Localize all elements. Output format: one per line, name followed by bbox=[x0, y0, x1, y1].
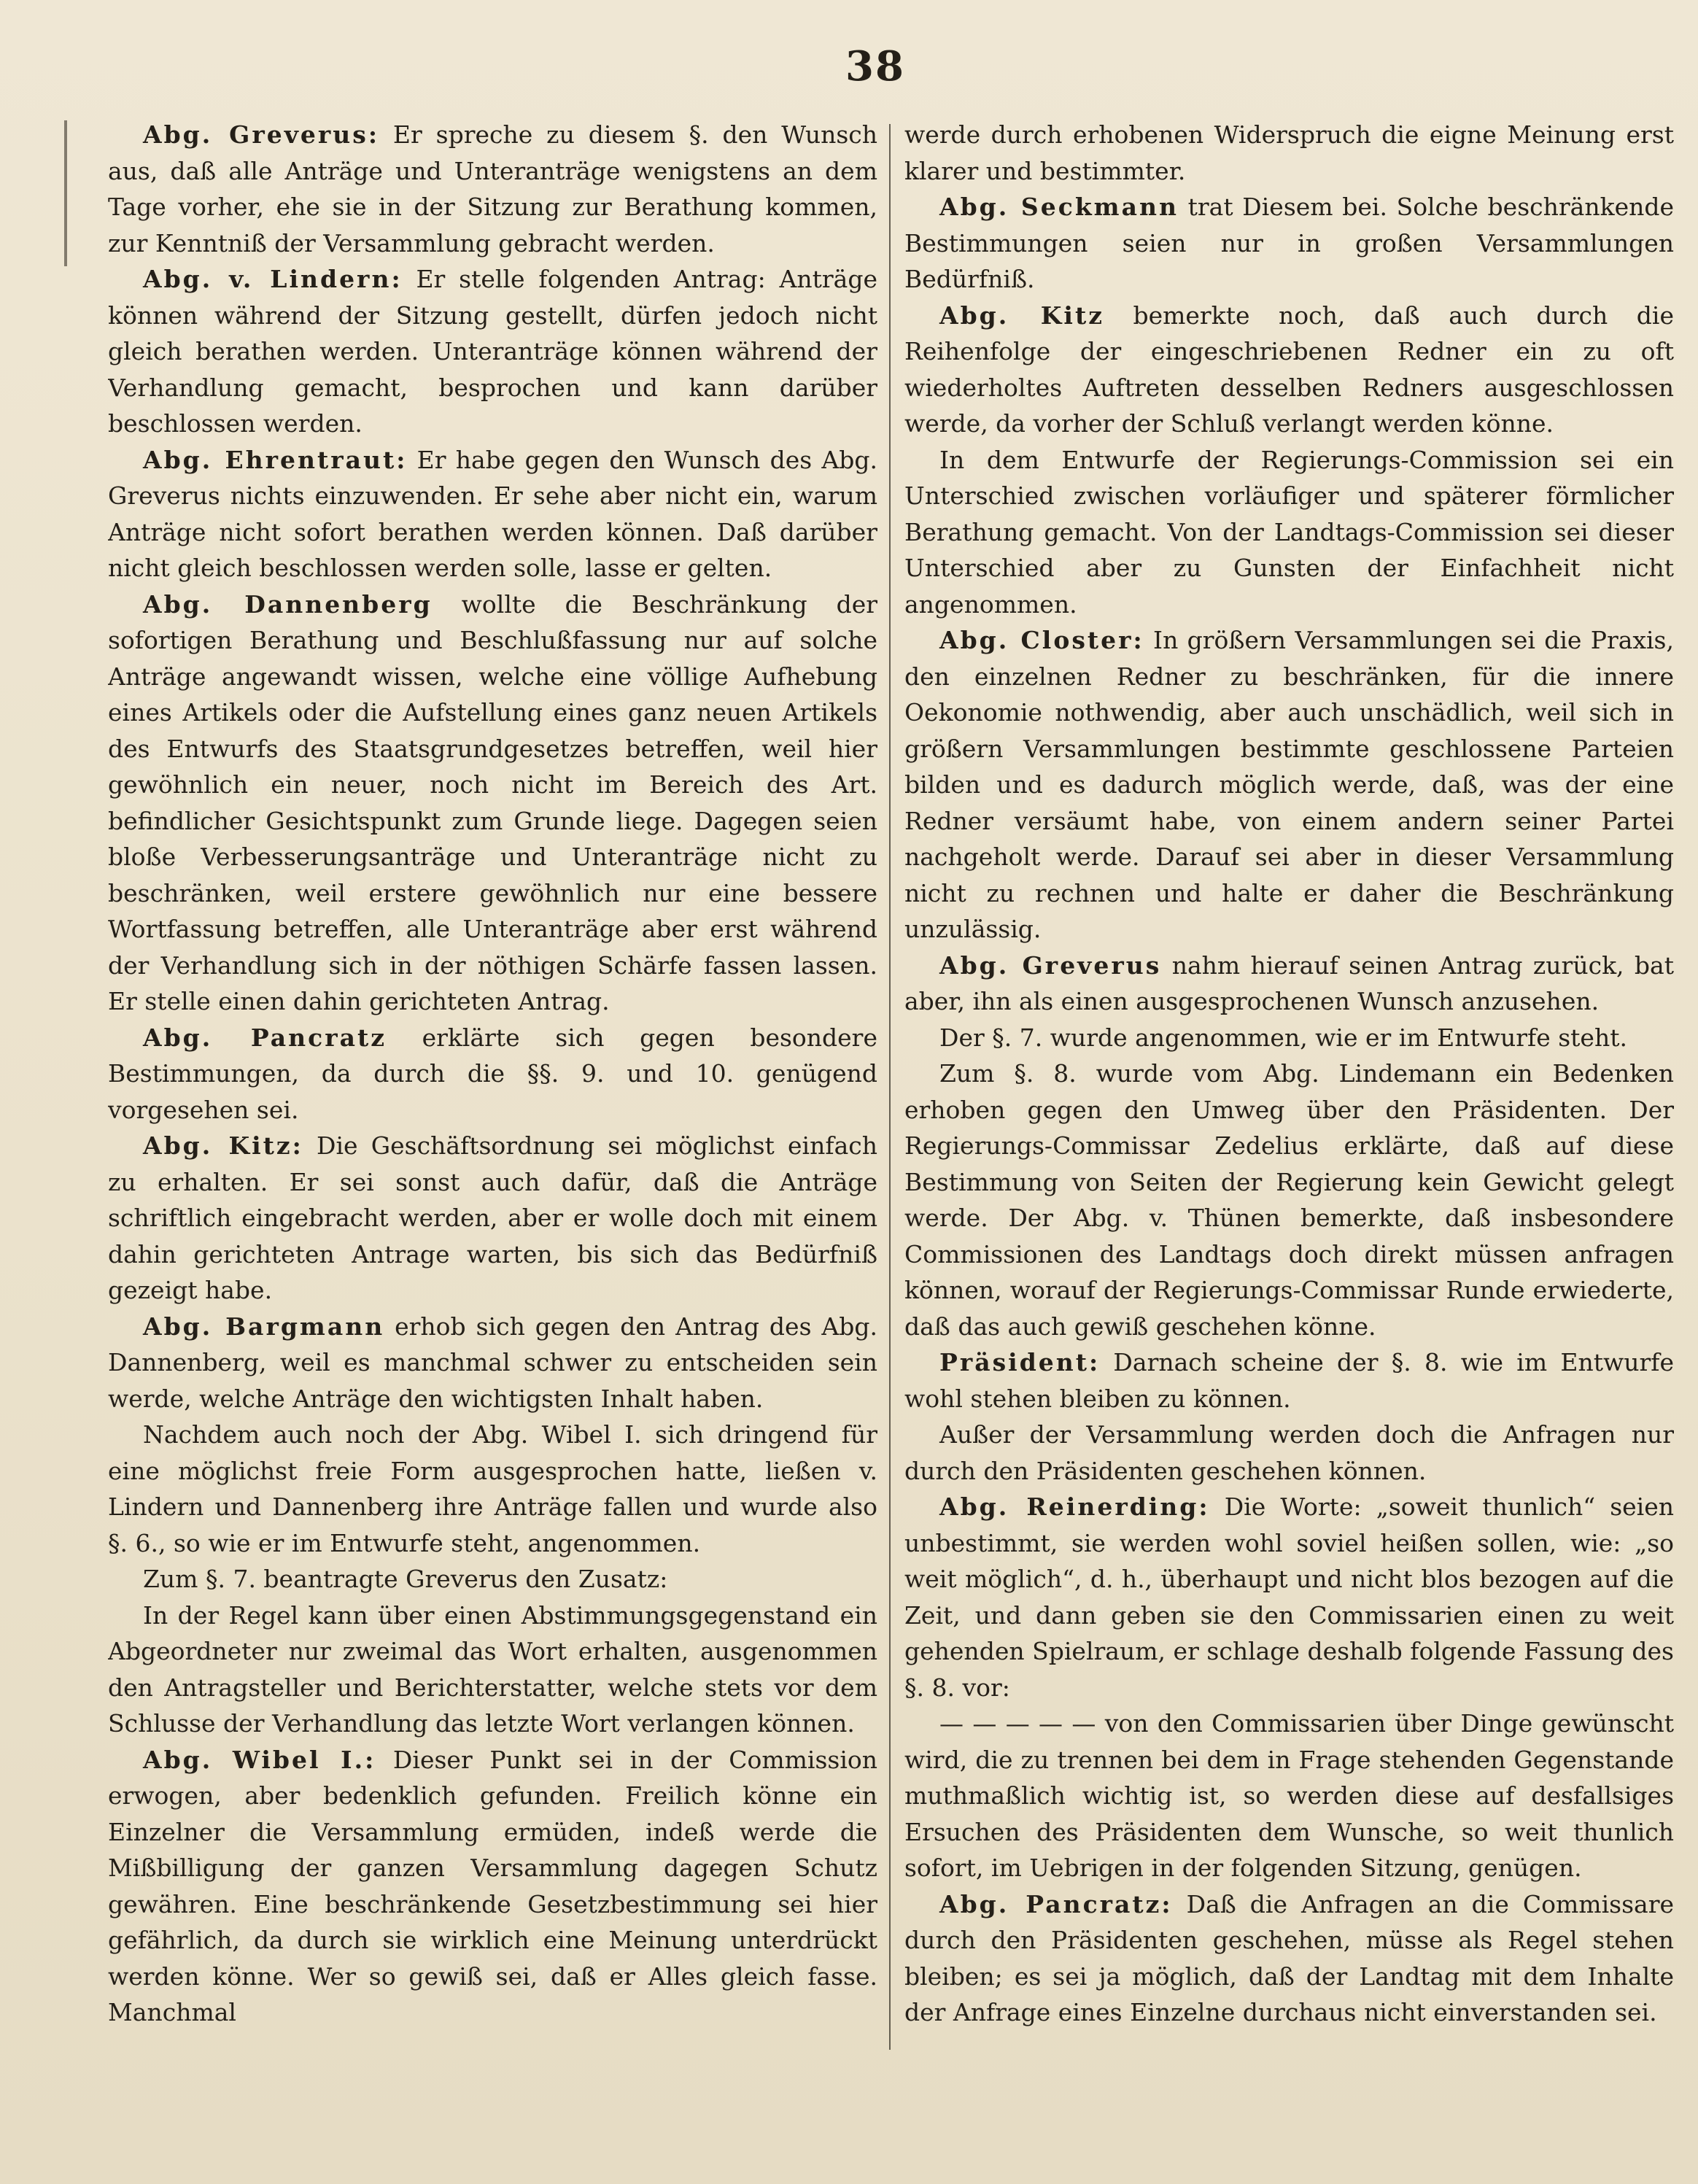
paragraph bbox=[108, 586, 877, 1020]
paragraph-text: In der Regel kann über einen Abstimmungsgegenstand ein Abgeordneter nur zweimal das Wort erhalten, ausgenommen den Antragsteller und Berichterstatter, welche stets vor dem Schlusse der Verhandlung das letzte Wort verlangen können. bbox=[108, 1600, 877, 1738]
paragraph bbox=[904, 1056, 1674, 1344]
paragraph bbox=[108, 1309, 877, 1417]
speaker-name: Abg. Wibel I.: bbox=[143, 1745, 376, 1774]
speaker-name: Abg. Reinerding: bbox=[939, 1492, 1210, 1521]
paragraph bbox=[108, 1561, 877, 1598]
paragraph-text: wollte die Beschränkung der sofortigen Berathung und Beschlußfassung nur auf solche Anträge angewandt wissen, welche eine völlige Aufhebung eines Artikels oder die Aufstellung eines ganz neuen Artikels des Entwurfs des Staatsgrundgesetzes betreffen, weil hier gewöhnlich ein neuer, noch nicht im Bereich des Art. befindlicher Gesichtspunkt zum Grunde liege. Dagegen seien bloße Verbesserungsanträge und Unteranträge nicht zu beschränken, weil erstere gewöhnlich nur eine bessere Wortfassung betreffen, alle Unteranträge aber erst während der Verhandlung sich in der nöthigen Schärfe fassen lassen. Er stelle einen dahin gerichteten Antrag. bbox=[108, 589, 877, 1015]
paragraph-text: Zum §. 8. wurde vom Abg. Lindemann ein Bedenken erhoben gegen den Umweg über den Präsidenten. Der Regierungs-Commissar Zedelius erklärte, daß auf diese Bestimmung von Seiten der Regierung kein Gewicht gelegt werde. Der Abg. v. Thünen bemerkte, daß insbesondere Commissionen des Landtags doch direkt müssen anfragen können, worauf der Regierungs-Commissar Runde erwiederte, daß das auch gewiß geschehen könne. bbox=[904, 1059, 1674, 1341]
paragraph-text: In größern Versammlungen sei die Praxis, den einzelnen Redner zu beschränken, für die innere Oekonomie nothwendig, aber auch unschädlich, weil sich in größern Versammlungen bestimmte geschlossene Parteien bilden und es dadurch möglich werde, daß, was der eine Redner versäumt habe, von einem andern seiner Partei nachgeholt werde. Darauf sei aber in dieser Versammlung nicht zu rechnen und halte er daher die Beschränkung unzulässig. bbox=[904, 626, 1674, 943]
paragraph bbox=[108, 1020, 877, 1128]
speaker-name: Abg. Pancratz bbox=[143, 1023, 387, 1052]
page-number: 38 bbox=[845, 42, 905, 90]
paragraph bbox=[904, 189, 1674, 298]
paragraph-text: Er stelle folgenden Antrag: Anträge können während der Sitzung gestellt, dürfen jedoch nicht gleich berathen werden. Unteranträge können während der Verhandlung gemacht, besprochen und kann darüber beschlossen werden. bbox=[108, 265, 877, 438]
speaker-name: Abg. Dannenberg bbox=[143, 589, 433, 619]
paragraph-text: Außer der Versammlung werden doch die Anfragen nur durch den Präsidenten geschehen können. bbox=[904, 1420, 1674, 1485]
speaker-name: Abg. Kitz: bbox=[143, 1131, 303, 1160]
paragraph-text: trat Diesem bei. Solche beschränkende Bestimmungen seien nur in großen Versammlungen Bedürfniß. bbox=[904, 193, 1674, 293]
paragraph bbox=[108, 117, 877, 261]
speaker-name: Präsident: bbox=[939, 1348, 1101, 1376]
paragraph bbox=[904, 1886, 1674, 2031]
paragraph bbox=[904, 622, 1674, 948]
paragraph bbox=[904, 1489, 1674, 1705]
paragraph-text: Nachdem auch noch der Abg. Wibel I. sich dringend für eine möglichst freie Form ausgesprochen hatte, ließen v. Lindern und Dannenberg ihre Anträge fallen und wurde also §. 6., so wie er im Entwurfe steht, angenommen. bbox=[108, 1420, 877, 1557]
paragraph bbox=[904, 442, 1674, 623]
paragraph bbox=[904, 117, 1674, 189]
paragraph-text: Dieser Punkt sei in der Commission erwogen, aber bedenklich gefunden. Freilich könne ein Einzelner die Versammlung ermüden, indeß werde die Mißbilligung der ganzen Versammlung dagegen Schutz gewähren. Eine beschränkende Gesetzbestimmung sei hier gefährlich, da durch sie wirklich eine Meinung unterdrückt werden könne. Wer so gewiß sei, daß er Alles gleich fasse. Manchmal bbox=[108, 1745, 877, 2026]
paragraph-text: Der §. 7. wurde angenommen, wie er im Entwurfe steht. bbox=[939, 1023, 1627, 1052]
speaker-name: Abg. v. Lindern: bbox=[143, 265, 403, 293]
paragraph bbox=[108, 261, 877, 442]
paragraph bbox=[904, 298, 1674, 442]
speaker-name: Abg. Ehrentraut: bbox=[143, 445, 408, 474]
paragraph-text: Darnach scheine der §. 8. wie im Entwurfe wohl stehen bleiben zu können. bbox=[904, 1348, 1674, 1413]
paragraph-text: nahm hierauf seinen Antrag zurück, bat aber, ihn als einen ausgesprochenen Wunsch anzusehen. bbox=[904, 950, 1674, 1015]
right-column bbox=[904, 117, 1674, 2145]
column-divider bbox=[889, 124, 891, 2050]
paragraph-text: Die Worte: „soweit thunlich“ seien unbestimmt, sie werden wohl soviel heißen sollen, wie: „so weit möglich“, d. h., überhaupt und nicht blos bezogen auf die Zeit, und dann geben sie den Commissarien einen zu weit gehenden Spielraum, er schlage deshalb folgende Fassung des §. 8. vor: bbox=[904, 1492, 1674, 1702]
paragraph-text: Zum §. 7. beantragte Greverus den Zusatz: bbox=[143, 1565, 668, 1593]
speaker-name: Abg. Bargmann bbox=[143, 1312, 385, 1341]
left-column bbox=[108, 117, 877, 2145]
speaker-name: Abg. Seckmann bbox=[939, 193, 1179, 221]
paragraph-text: — — — — — von den Commissarien über Dinge gewünscht wird, die zu trennen bei dem in Frage stehenden Gegenstande muthmaßlich wichtig ist, so werden diese auf desfallsiges Ersuchen des Präsidenten dem Wunsche, so weit thunlich sofort, im Uebrigen in der folgenden Sitzung, genügen. bbox=[904, 1709, 1674, 1882]
paragraph bbox=[108, 442, 877, 586]
paragraph-text: werde durch erhobenen Widerspruch die eigne Meinung erst klarer und bestimmter. bbox=[904, 120, 1674, 185]
paragraph bbox=[904, 1344, 1674, 1417]
speaker-name: Abg. Kitz bbox=[939, 301, 1104, 330]
paragraph-text: In dem Entwurfe der Regierungs-Commission sei ein Unterschied zwischen vorläufiger und späterer förmlicher Berathung gemacht. Von der Landtags-Commission sei dieser Unterschied aber zu Gunsten der Einfachheit nicht angenommen. bbox=[904, 445, 1674, 619]
paragraph bbox=[108, 1598, 877, 1742]
paragraph bbox=[904, 948, 1674, 1020]
paragraph bbox=[108, 1742, 877, 2031]
speaker-name: Abg. Greverus bbox=[939, 950, 1162, 980]
paragraph bbox=[904, 1705, 1674, 1886]
paragraph-text: erhob sich gegen den Antrag des Abg. Dannenberg, weil es manchmal schwer zu entscheiden sein werde, welche Anträge den wichtigsten Inhalt haben. bbox=[108, 1312, 877, 1413]
paragraph-text: Er habe gegen den Wunsch des Abg. Greverus nichts einzuwenden. Er sehe aber nicht ein, warum Anträge nicht sofort berathen werden können. Daß darüber nicht gleich beschlossen werden solle, lasse er gelten. bbox=[108, 445, 877, 582]
paragraph bbox=[108, 1417, 877, 1561]
paragraph-text: Er spreche zu diesem §. den Wunsch aus, daß alle Anträge und Unteranträge wenigstens an dem Tage vorher, ehe sie in der Sitzung zur Berathung kommen, zur Kenntniß der Versammlung gebracht werden. bbox=[108, 120, 877, 257]
paragraph bbox=[108, 1128, 877, 1309]
speaker-name: Abg. Greverus: bbox=[143, 120, 380, 149]
paragraph bbox=[904, 1417, 1674, 1489]
paragraph-text: Die Geschäftsordnung sei möglichst einfach zu erhalten. Er sei sonst auch dafür, daß die Anträge schriftlich eingebracht werden, aber er wolle doch mit einem dahin gerichteten Antrage warten, bis sich das Bedürfniß gezeigt habe. bbox=[108, 1131, 877, 1304]
paragraph bbox=[904, 1020, 1674, 1056]
margin-bracket bbox=[64, 120, 67, 266]
paragraph-text: Daß die Anfragen an die Commissare durch den Präsidenten geschehen, müsse als Regel stehen bleiben; es sei ja möglich, daß der Landtag mit dem Inhalte der Anfrage eines Einzelne durchaus nicht einverstanden sei. bbox=[904, 1889, 1674, 2026]
paragraph-text: bemerkte noch, daß auch durch die Reihenfolge der eingeschriebenen Redner ein zu oft wiederholtes Auftreten desselben Redners ausgeschlossen werde, da vorher der Schluß verlangt werden könne. bbox=[904, 301, 1674, 438]
speaker-name: Abg. Pancratz: bbox=[939, 1889, 1173, 1918]
paragraph-text: erklärte sich gegen besondere Bestimmungen, da durch die §§. 9. und 10. genügend vorgesehen sei. bbox=[108, 1023, 877, 1124]
speaker-name: Abg. Closter: bbox=[939, 626, 1144, 654]
